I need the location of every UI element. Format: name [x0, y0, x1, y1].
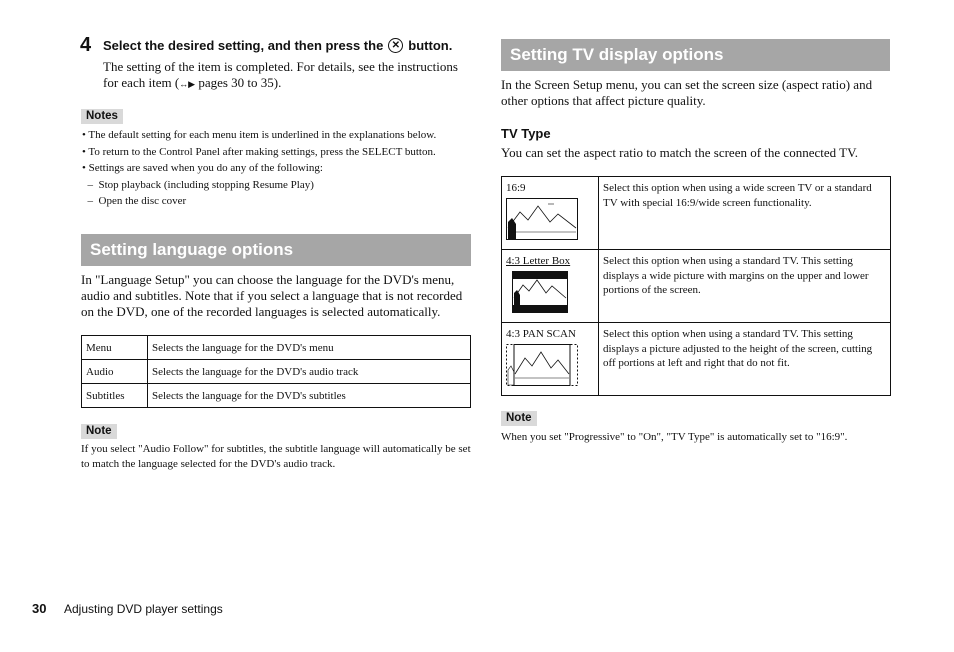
panscan-picture-icon [506, 344, 578, 386]
notes-subitem: – Open the disc cover [82, 195, 187, 207]
table-cell-name [502, 250, 599, 323]
table-cell-desc: Select this option when using a standard TV. This setting displays a picture adjusted to the height of the screen, cutting off portions at left and right that do not fit. [599, 323, 891, 396]
step-body-line2 [103, 75, 473, 92]
table-cell-name [502, 177, 599, 250]
tv-note-label: Note [501, 411, 537, 426]
language-intro: In "Language Setup" you can choose the language for the DVD's menu, audio and subtitles. Note that if you select a language that is not recorded on the DVD, one of the recorded languages is selected automatically. [81, 272, 463, 319]
notes-list [82, 127, 472, 210]
language-note-label: Note [81, 424, 117, 439]
step-heading-text: Select the desired setting, and then press the [103, 38, 384, 53]
table-row [502, 250, 891, 323]
notes-item: • The default setting for each menu item is underlined in the explanations below. [82, 129, 437, 141]
option-name: 16:9 [506, 182, 526, 194]
footer-section-title: Adjusting DVD player settings [64, 602, 223, 616]
tv-type-text: You can set the aspect ratio to match the screen of the connected TV. [501, 145, 859, 160]
step-body [103, 59, 473, 92]
table-cell-desc: Selects the language for the DVD's audio track [148, 360, 471, 384]
step-heading [103, 38, 452, 53]
option-name: 4:3 Letter Box [506, 255, 571, 267]
table-row [82, 336, 471, 360]
step-body-prefix: for each item ( [103, 75, 180, 90]
notes-item: • Settings are saved when you do any of the following: [82, 162, 323, 174]
table-row [82, 360, 471, 384]
option-name: 4:3 PAN SCAN [506, 328, 576, 340]
table-row [502, 323, 891, 396]
table-cell-desc: Selects the language for the DVD's subtitles [148, 384, 471, 408]
tv-type-heading: TV Type [501, 126, 551, 141]
step-number: 4 [80, 34, 92, 56]
table-cell-name [502, 323, 599, 396]
widescreen-picture-icon [506, 198, 578, 240]
page-number: 30 [32, 601, 47, 616]
table-cell-desc: Select this option when using a wide screen TV or a standard TV with special 16:9/wide screen functionality. [599, 177, 891, 250]
step-body-line1: The setting of the item is completed. For details, see the instructions [103, 59, 458, 74]
table-cell-name: Subtitles [82, 384, 148, 408]
table-cell-name: Menu [82, 336, 148, 360]
step-heading-suffix: button. [408, 38, 453, 53]
step-body-suffix: pages 30 to 35). [195, 75, 282, 90]
notes-subitem: – Stop playback (including stopping Resume Play) [82, 178, 314, 191]
table-cell-desc: Selects the language for the DVD's menu [148, 336, 471, 360]
language-note-text: If you select "Audio Follow" for subtitles, the subtitle language will automatically be set to match the language selected for the DVD's audio track. [81, 443, 471, 470]
tv-intro: In the Screen Setup menu, you can set the screen size (aspect ratio) and other options that affect picture quality. [501, 77, 873, 108]
tv-section-title: Setting TV display options [501, 39, 890, 71]
tv-note-text: When you set "Progressive" to "On", "TV Type" is automatically set to "16:9". [501, 431, 848, 443]
notes-label: Notes [81, 109, 123, 124]
table-row [82, 384, 471, 408]
language-section-title: Setting language options [81, 234, 471, 266]
cross-button-icon: ✕ [388, 38, 403, 53]
reference-arrow-icon: ↔▶ [179, 79, 196, 89]
tv-type-table [501, 176, 891, 396]
table-row [502, 177, 891, 250]
table-cell-desc: Select this option when using a standard TV. This setting displays a wide picture with margins on the upper and lower portions of the screen. [599, 250, 891, 323]
letterbox-picture-icon [512, 271, 568, 313]
language-table [81, 335, 471, 408]
table-cell-name: Audio [82, 360, 148, 384]
notes-item: • To return to the Control Panel after making settings, press the SELECT button. [82, 145, 436, 158]
